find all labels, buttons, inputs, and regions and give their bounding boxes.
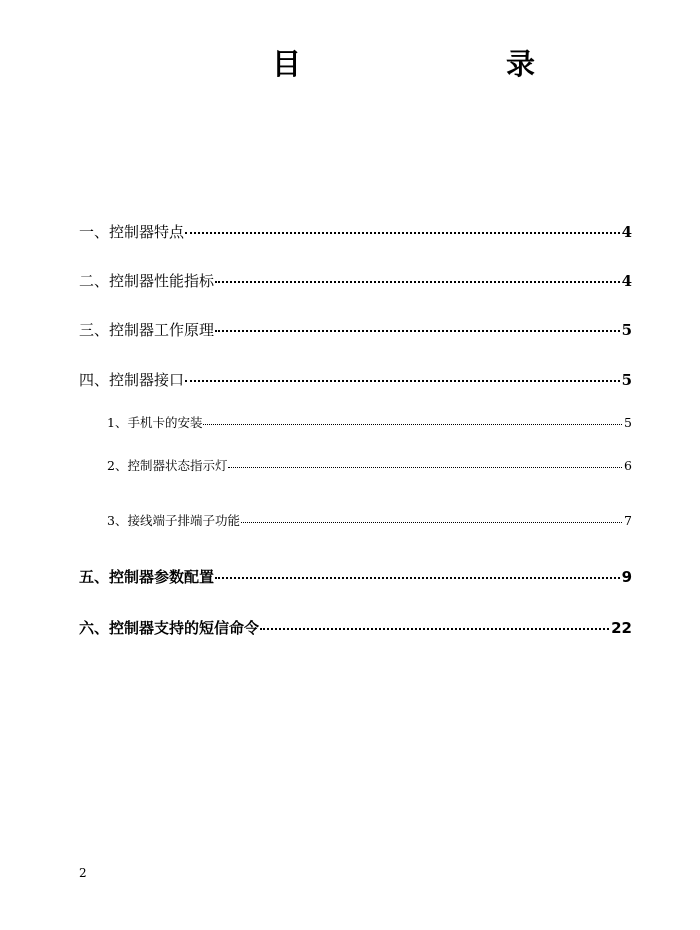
toc-page-number: 7 <box>624 513 632 528</box>
toc-entry-5[interactable] <box>79 566 632 587</box>
toc-leader-dots <box>228 467 622 468</box>
toc-leader-dots <box>185 232 620 234</box>
toc-entry-4-3[interactable] <box>107 511 632 529</box>
toc-entry-6[interactable] <box>79 617 632 638</box>
toc-entry-label: 六、控制器支持的短信命令 <box>79 619 260 637</box>
toc-leader-dots <box>215 577 620 579</box>
toc-page-number: 4 <box>621 272 632 290</box>
toc-entry-2[interactable] <box>79 270 632 291</box>
toc-entry-label: 二、控制器性能指标 <box>79 272 215 290</box>
toc-leader-dots <box>215 281 620 283</box>
toc-page-number: 5 <box>621 371 632 389</box>
page-number: 2 <box>79 866 87 880</box>
toc-entry-label: 3、接线端子排端子功能 <box>107 513 240 528</box>
toc-page-number: 5 <box>621 321 632 339</box>
toc-entry-label: 一、控制器特点 <box>79 223 185 241</box>
toc-entry-3[interactable] <box>79 319 632 340</box>
toc-entry-label: 1、手机卡的安装 <box>107 415 203 430</box>
toc-entry-4-1[interactable] <box>107 413 632 431</box>
toc-entry-label: 五、控制器参数配置 <box>79 568 215 586</box>
toc-entry-label: 四、控制器接口 <box>79 371 185 389</box>
toc-leader-dots <box>185 380 620 382</box>
toc-leader-dots <box>215 330 620 332</box>
toc-page-number: 9 <box>621 568 632 586</box>
toc-entry-1[interactable] <box>79 221 632 242</box>
toc-entry-label: 三、控制器工作原理 <box>79 321 215 339</box>
toc-entry-label: 2、控制器状态指示灯 <box>107 458 228 473</box>
toc-page-number: 5 <box>624 415 632 430</box>
toc-leader-dots <box>260 628 609 630</box>
toc-leader-dots <box>241 522 622 523</box>
toc-entry-4-2[interactable] <box>107 456 632 474</box>
toc-title-char-1: 目 <box>272 47 302 81</box>
toc-page-number: 4 <box>621 223 632 241</box>
toc-entry-4[interactable] <box>79 369 632 390</box>
toc-title-char-2: 录 <box>506 47 536 81</box>
toc-leader-dots <box>203 424 622 425</box>
toc-page-number: 6 <box>624 458 632 473</box>
toc-page-number: 22 <box>611 619 632 637</box>
